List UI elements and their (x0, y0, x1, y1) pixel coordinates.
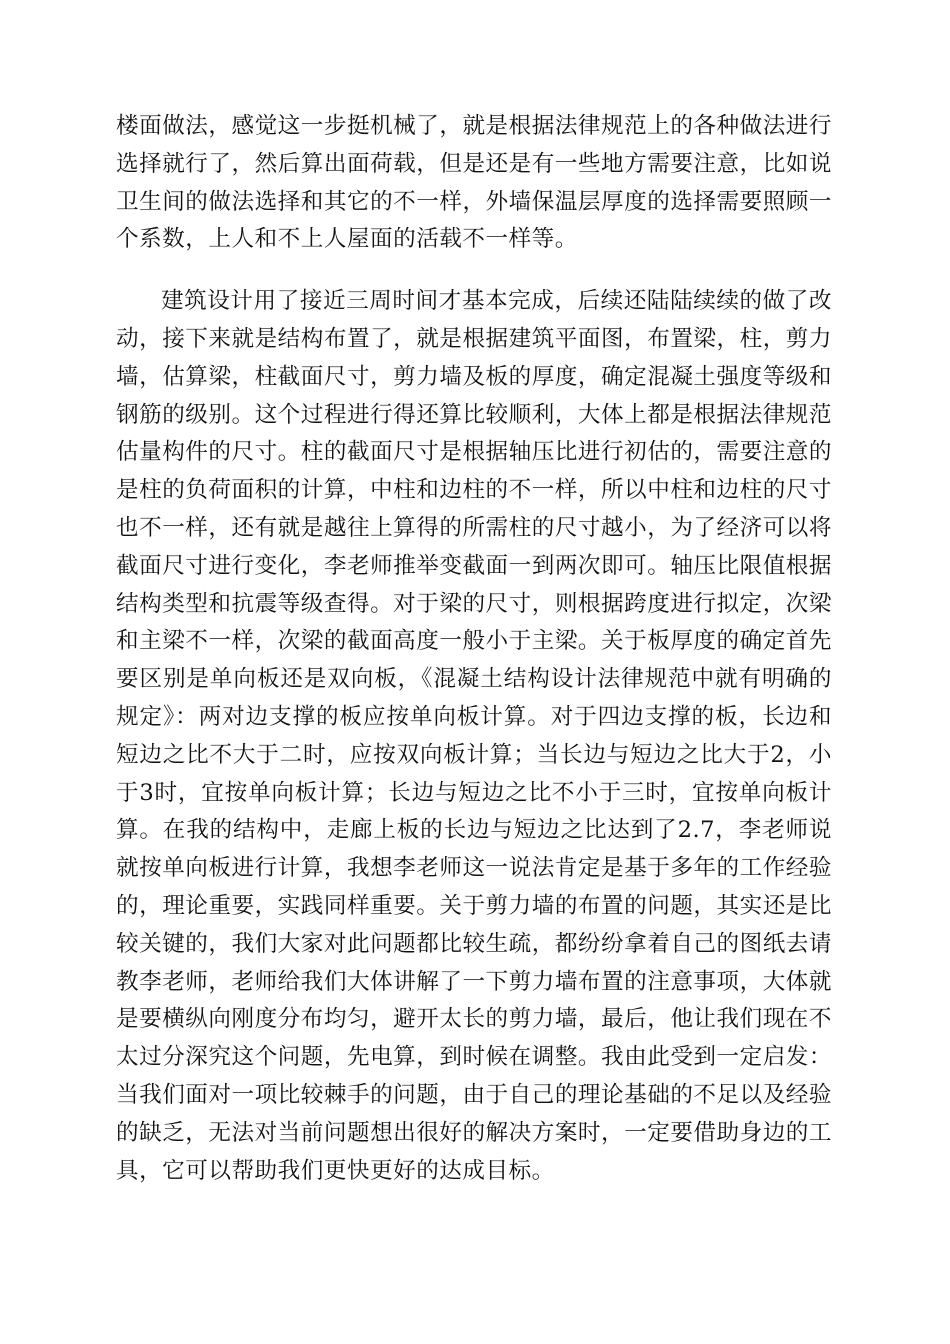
paragraph-structural-layout: 建筑设计用了接近三周时间才基本完成，后续还陆陆续续的做了改动，接下来就是结构布置了，就是根据建筑平面图，布置梁，柱，剪力墙，估算梁，柱截面尺寸，剪力墙及板的厚度，确定混凝土强度等级和钢筋的级别。这个过程进行得还算比较顺利，大体上都是根据法律规范估量构件的尺寸。柱的截面尺寸是根据轴压比进行初估的，需要注意的是柱的负荷面积的计算，中柱和边柱的不一样，所以中柱和边柱的尺寸也不一样，还有就是越往上算得的所需柱的尺寸越小，为了经济可以将截面尺寸进行变化，李老师推举变截面一到两次即可。轴压比限值根据结构类型和抗震等级查得。对于梁的尺寸，则根据跨度进行拟定，次梁和主梁不一样，次梁的截面高度一般小于主梁。关于板厚度的确定首先要区别是单向板还是双向板，《混凝土结构设计法律规范中就有明确的规定》：两对边支撑的板应按单向板计算。对于四边支撑的板，长边和短边之比不大于二时，应按双向板计算；当长边与短边之比大于2，小于3时，宜按单向板计算；长边与短边之比不小于三时，宜按单向板计算。在我的结构中，走廊上板的长边与短边之比达到了2.7，李老师说就按单向板进行计算，我想李老师这一说法肯定是基于多年的工作经验的，理论重要，实践同样重要。关于剪力墙的布置的问题，其实还是比较关键的，我们大家对此问题都比较生疏，都纷纷拿着自己的图纸去请教李老师，老师给我们大体讲解了一下剪力墙布置的注意事项，大体就是要横纵向刚度分布均匀，避开太长的剪力墙，最后，他让我们现在不太过分深究这个问题，先电算，到时候在调整。我由此受到一定启发：当我们面对一项比较棘手的问题，由于自己的理论基础的不足以及经验的缺乏，无法对当前问题想出很好的解决方案时，一定要借助身边的工具，它可以帮助我们更快更好的达成目标。 (116, 288, 832, 1184)
document-page (116, 108, 832, 1190)
paragraph-floor-finishes: 楼面做法，感觉这一步挺机械了，就是根据法律规范上的各种做法进行选择就行了，然后算出面荷载，但是还是有一些地方需要注意，比如说卫生间的做法选择和其它的不一样，外墙保温层厚度的选择需要照顾一个系数，上人和不上人屋面的活载不一样等。 (116, 113, 832, 253)
